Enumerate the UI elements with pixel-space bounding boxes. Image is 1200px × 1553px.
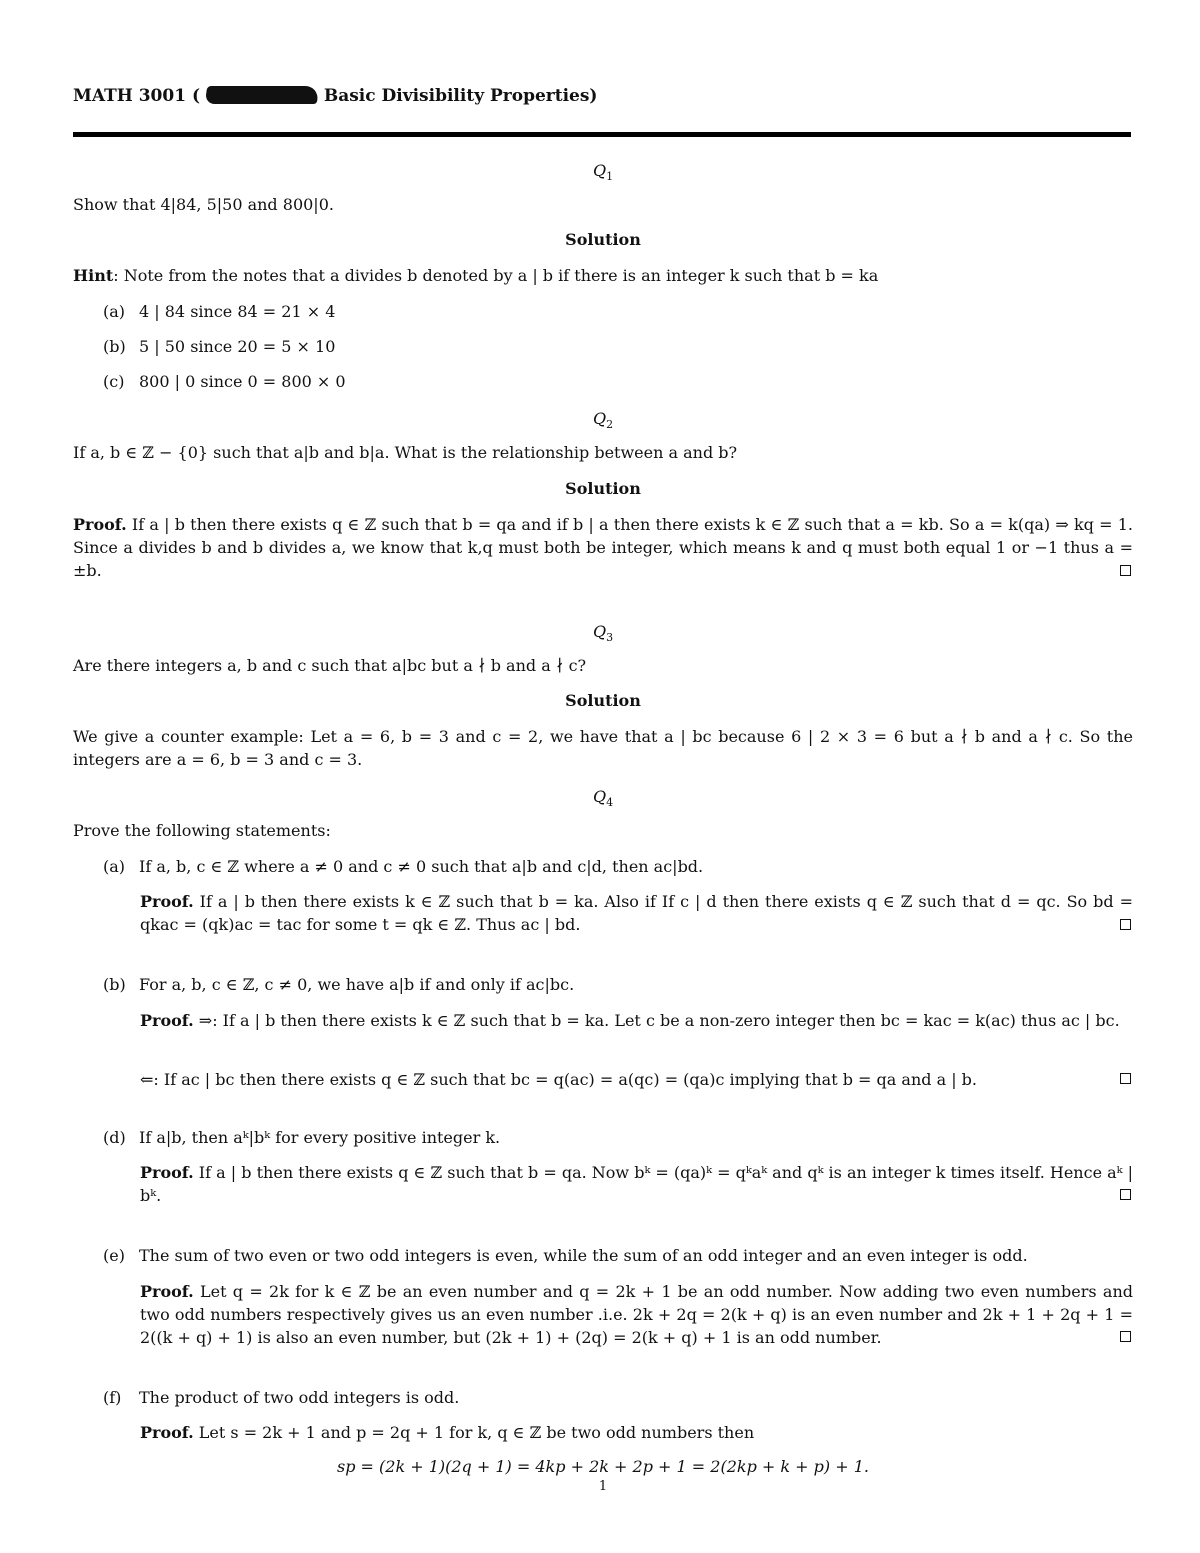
q3-solution-heading: Solution <box>565 691 641 710</box>
q2-statement: If a, b ∈ ℤ − {0} such that a|b and b|a. What is the relationship between a and b? <box>73 443 738 462</box>
header-rule <box>73 132 1131 137</box>
q4a-statement: (a) If a, b, c ∈ ℤ where a ≠ 0 and c ≠ 0 such that a|b and c|d, then ac|bd. <box>103 857 704 876</box>
q1-statement: Show that 4|84, 5|50 and 800|0. <box>73 195 334 214</box>
document-title: Basic Divisibility Properties) <box>323 86 598 106</box>
q4d-qed-mark <box>1120 1189 1131 1200</box>
q3-heading: $Q_3$ <box>592 622 614 645</box>
q1-hint: Hint: Note from the notes that a divides b denoted by a | b if there is an integer k such that b = ka <box>73 266 879 285</box>
q3-answer: We give a counter example: Let a = 6, b = 3 and c = 2, we have that a | bc because 6 | 2 × 3 = 6 but a ∤ b and a ∤ c. So the integers are a = 6, b = 3 and c = 3. <box>73 727 1133 769</box>
redacted-name-mark <box>205 86 320 104</box>
q4d-proof: Proof. If a | b then there exists q ∈ ℤ such that b = qa. Now bᵏ = (qa)ᵏ = qᵏaᵏ and qᵏ is an integer k times itself. Hence aᵏ | bᵏ. <box>140 1163 1133 1205</box>
q4-heading: $Q_4$ <box>592 787 614 810</box>
q3-statement: Are there integers a, b and c such that a|bc but a ∤ b and a ∤ c? <box>73 656 587 675</box>
document-header <box>73 86 597 106</box>
q4b-proof: Proof. ⇒: If a | b then there exists k ∈ ℤ such that b = ka. Let c be a non-zero integer then bc = kac = k(ac) thus ac | bc. <box>140 1011 1120 1030</box>
q1-item-b: (b) 5 | 50 since 20 = 5 × 10 <box>103 337 336 356</box>
q1-item-a: (a) 4 | 84 since 84 = 21 × 4 <box>103 302 336 321</box>
q4a-proof: Proof. If a | b then there exists k ∈ ℤ such that b = ka. Also if If c | d then there exists q ∈ ℤ such that d = qc. So bd = qkac = (qk)ac = tac for some t = qk ∈ ℤ. Thus ac | bd. <box>140 892 1133 934</box>
document-page <box>73 0 1133 1553</box>
q4b-statement: (b) For a, b, c ∈ ℤ, c ≠ 0, we have a|b if and only if ac|bc. <box>103 975 575 994</box>
q2-heading: $Q_2$ <box>592 409 614 432</box>
q4f-equation: sp = (2k + 1)(2q + 1) = 4kp + 2k + 2p + 1 = 2(2kp + k + p) + 1. <box>336 1457 869 1476</box>
q1-item-c: (c) 800 | 0 since 0 = 800 × 0 <box>103 372 346 391</box>
q4f-proof: Proof. Let s = 2k + 1 and p = 2q + 1 for k, q ∈ ℤ be two odd numbers then <box>140 1423 755 1442</box>
q4b-qed-mark <box>1120 1073 1131 1084</box>
q1-solution-heading: Solution <box>565 230 641 249</box>
q4e-qed-mark <box>1120 1331 1131 1342</box>
q1-heading: $Q_1$ <box>592 161 614 184</box>
q4e-proof: Proof. Let q = 2k for k ∈ ℤ be an even number and q = 2k + 1 be an odd number. Now adding two even numbers and two odd numbers respectively gives us an even number .i.e. 2k + 2q = 2(k + q) is an even number and 2k + 1 + 2q + 1 = 2((k + q) + 1) is also an even number, but (2k + 1) + (2q) = 2(k + q) + 1 is an odd number. <box>140 1282 1134 1347</box>
q4a-qed-mark <box>1120 919 1131 930</box>
q4b-converse: ⇐: If ac | bc then there exists q ∈ ℤ such that bc = q(ac) = a(qc) = (qa)c implying that b = qa and a | b. <box>140 1070 978 1089</box>
q4f-statement: (f) The product of two odd integers is odd. <box>103 1388 460 1407</box>
page-number: 1 <box>598 1479 608 1494</box>
q2-proof: Proof. If a | b then there exists q ∈ ℤ such that b = qa and if b | a then there exists k ∈ ℤ such that a = kb. So a = k(qa) ⇒ kq = 1. Since a divides b and b divides a, we know that k,q must both be integer, which means k and q must both equal 1 or −1 thus a = ±b. <box>73 515 1134 580</box>
q2-qed-mark <box>1120 565 1131 576</box>
q2-solution-heading: Solution <box>565 479 641 498</box>
q4e-statement: (e) The sum of two even or two odd integers is even, while the sum of an odd integer and an even integer is odd. <box>103 1246 1028 1265</box>
course-title: MATH 3001 ( <box>73 86 200 106</box>
q4d-statement: (d) If a|b, then aᵏ|bᵏ for every positive integer k. <box>103 1128 501 1147</box>
q4-statement: Prove the following statements: <box>73 821 331 840</box>
